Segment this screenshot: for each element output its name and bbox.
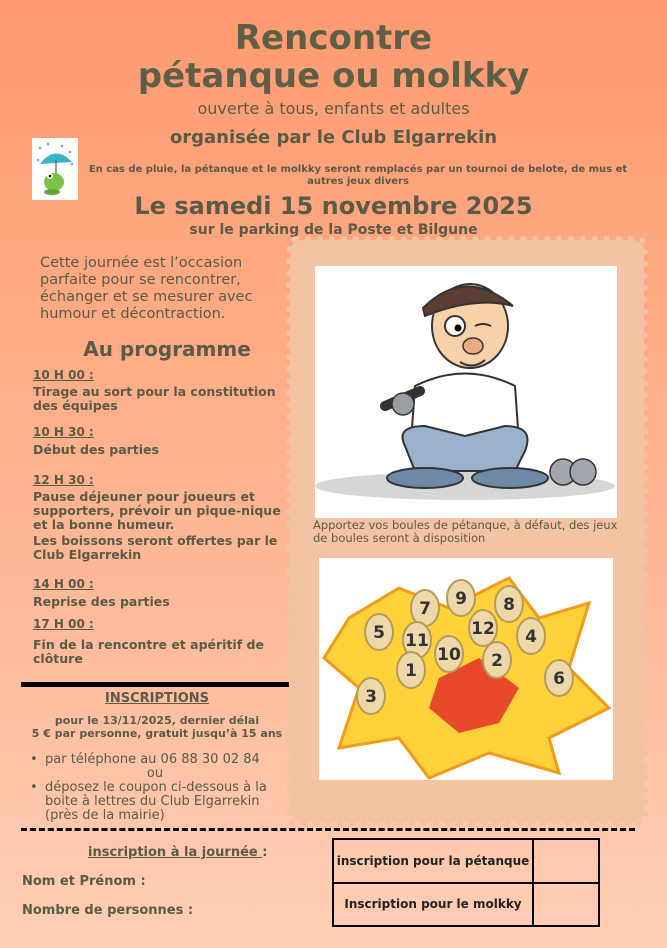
molkky-number: 4 [525, 627, 537, 647]
molkky-option-label: Inscription pour le molkky [333, 883, 533, 927]
event-location: sur le parking de la Poste et Bilgune [189, 222, 478, 238]
molkky-number: 6 [553, 669, 565, 689]
inscriptions-heading: INSCRIPTIONS [105, 691, 209, 706]
count-label: Nombre de personnes : [22, 903, 194, 918]
inscription-or: ou [146, 766, 164, 781]
section-divider [21, 682, 289, 687]
petanque-option-label: inscription pour la pétanque [333, 839, 533, 883]
inscription-method-phone: par téléphone au 06 88 30 02 84 [45, 752, 260, 767]
coupon-heading [88, 845, 267, 860]
molkky-checkbox-cell[interactable] [533, 883, 599, 927]
organizer: organisée par le Club Elgarrekin [169, 127, 498, 148]
program-text-2: Les boissons seront offertes par le Club Elgarrekin [33, 533, 278, 562]
cut-line [21, 828, 635, 831]
molkky-number: 1 [405, 661, 417, 681]
inscriptions-deadline: pour le 13/11/2025, dernier délai [54, 714, 260, 727]
program-time: 10 H 30 : [33, 425, 94, 439]
molkky-illustration [319, 558, 613, 780]
event-date: Le samedi 15 novembre 2025 [134, 192, 533, 220]
coupon-heading-colon: : [262, 845, 268, 860]
program-time: 17 H 00 : [33, 617, 94, 631]
program-time: 10 H 00 : [33, 368, 94, 382]
program-text: Reprise des parties [33, 594, 170, 609]
program-heading: Au programme [83, 337, 251, 361]
program-text: Début des parties [33, 442, 159, 457]
coupon-heading-text: inscription à la journée [88, 845, 263, 860]
program-text: Fin de la rencontre et apéritif de clôture [33, 637, 264, 666]
rain-frog-icon [32, 138, 78, 200]
name-label: Nom et Prénom : [22, 874, 146, 889]
rain-notice: En cas de pluie, la pétanque et le molkky seront remplacés par un tournoi de belote, de mus et autres jeux divers [88, 164, 628, 187]
molkky-number: 10 [437, 645, 461, 665]
petanque-caption: Apportez vos boules de pétanque, à défaut, des jeux de boules seront à disposition [313, 518, 618, 545]
inscription-table [332, 838, 600, 927]
subtitle: ouverte à tous, enfants et adultes [197, 99, 470, 118]
molkky-number: 2 [491, 651, 503, 671]
molkky-number: 3 [365, 687, 377, 707]
molkky-number: 5 [373, 623, 385, 643]
petanque-checkbox-cell[interactable] [533, 839, 599, 883]
title-line-2: pétanque ou molkky [137, 56, 530, 96]
molkky-number: 8 [503, 595, 515, 615]
bullet-dot: • [30, 780, 38, 795]
molkky-number: 11 [405, 631, 429, 651]
program-time: 14 H 00 : [33, 577, 94, 591]
title-line-1: Rencontre [234, 18, 433, 58]
intro-text: Cette journée est l’occasion parfaite pour se rencontrer, échanger et se mesurer avec humour et décontraction. [40, 255, 253, 322]
program-time: 12 H 30 : [33, 473, 94, 487]
molkky-number: 12 [471, 619, 495, 639]
molkky-number: 9 [455, 589, 467, 609]
program-text: Pause déjeuner pour joueurs et supporters, prévoir un pique-nique et la bonne humeur. [33, 489, 281, 532]
program-text: Tirage au sort pour la constitution des équipes [33, 384, 276, 413]
petanque-illustration [315, 266, 617, 518]
molkky-number: 7 [419, 599, 431, 619]
bullet-dot: • [30, 752, 38, 767]
inscriptions-price: 5 € par personne, gratuit jusqu’à 15 ans [31, 727, 283, 740]
inscription-method-coupon: déposez le coupon ci-dessous à la boite à lettres du Club Elgarrekin (près de la mairie) [45, 780, 267, 823]
